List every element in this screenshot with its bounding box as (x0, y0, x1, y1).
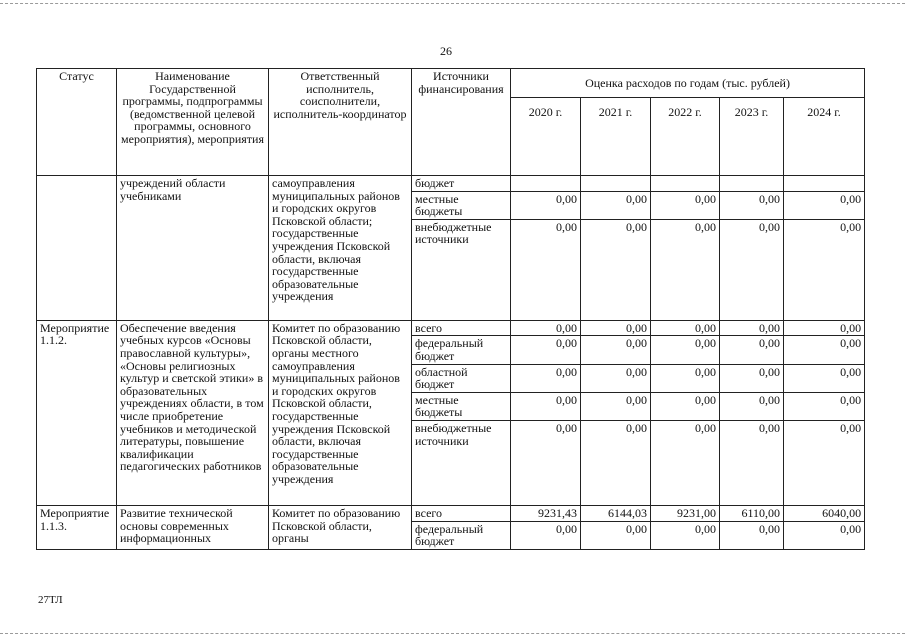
value-cell: 0,00 (581, 336, 651, 364)
footer-code: 27ТЛ (38, 594, 63, 606)
header-expenses: Оценка расходов по годам (тыс. рублей) (511, 69, 865, 98)
source-cell: всего (412, 505, 511, 521)
table-row (37, 320, 865, 336)
value-cell (651, 176, 720, 192)
value-cell (720, 176, 784, 192)
header-year: 2020 г. (511, 98, 581, 176)
value-cell (511, 176, 581, 192)
value-cell: 6144,03 (581, 505, 651, 521)
source-cell: бюджет (412, 176, 511, 192)
value-cell: 9231,00 (651, 505, 720, 521)
source-cell: всего (412, 320, 511, 336)
header-year: 2021 г. (581, 98, 651, 176)
value-cell: 6040,00 (784, 505, 865, 521)
value-cell: 0,00 (581, 219, 651, 320)
value-cell: 6110,00 (720, 505, 784, 521)
name-cell: Развитие технической основы современных информационных (117, 505, 269, 549)
budget-table (36, 68, 865, 550)
value-cell: 0,00 (720, 392, 784, 420)
header-row-1 (37, 69, 865, 98)
value-cell: 0,00 (651, 392, 720, 420)
value-cell: 0,00 (511, 392, 581, 420)
value-cell: 0,00 (784, 191, 865, 219)
page-number: 26 (440, 44, 452, 58)
status-cell: Мероприятие 1.1.3. (37, 505, 117, 549)
value-cell: 0,00 (784, 420, 865, 505)
source-cell: внебюджетные источники (412, 420, 511, 505)
source-cell: областной бюджет (412, 364, 511, 392)
table-row (37, 176, 865, 192)
value-cell: 0,00 (720, 320, 784, 336)
value-cell: 0,00 (651, 420, 720, 505)
value-cell: 0,00 (720, 191, 784, 219)
value-cell: 0,00 (511, 420, 581, 505)
executor-cell: самоуправления муниципальных районов и городских округов Псковской области; государственные учреждения Псковской области, включая государственные образовательные учреждения (269, 176, 412, 321)
value-cell: 0,00 (720, 219, 784, 320)
value-cell: 0,00 (651, 521, 720, 549)
value-cell: 0,00 (511, 191, 581, 219)
value-cell: 0,00 (511, 336, 581, 364)
value-cell (784, 176, 865, 192)
header-year: 2023 г. (720, 98, 784, 176)
value-cell: 0,00 (784, 336, 865, 364)
value-cell: 0,00 (784, 364, 865, 392)
header-sources: Источники финансирования (412, 69, 511, 176)
page-bottom-edge (0, 633, 905, 634)
status-cell: Мероприятие 1.1.2. (37, 320, 117, 505)
source-cell: местные бюджеты (412, 392, 511, 420)
value-cell: 0,00 (720, 336, 784, 364)
value-cell: 0,00 (651, 219, 720, 320)
header-status: Статус (37, 69, 117, 176)
value-cell: 0,00 (720, 420, 784, 505)
value-cell: 0,00 (720, 364, 784, 392)
value-cell: 0,00 (784, 219, 865, 320)
name-cell: Обеспечение введения учебных курсов «Основы православной культуры», «Основы религиозных культур и светской этики» в образовательных учреждениях области, в том числе приобретение учебников и методической литературы, повышение квалификации педагогических работников (117, 320, 269, 505)
value-cell: 0,00 (581, 364, 651, 392)
source-cell: федеральный бюджет (412, 521, 511, 549)
header-name: Наименование Государственной программы, подпрограммы (ведомственной целевой программы, основного мероприятия), мероприятия (117, 69, 269, 176)
page-top-edge (0, 3, 905, 4)
value-cell: 0,00 (651, 191, 720, 219)
value-cell: 0,00 (784, 521, 865, 549)
value-cell: 9231,43 (511, 505, 581, 521)
value-cell: 0,00 (511, 364, 581, 392)
value-cell: 0,00 (784, 392, 865, 420)
value-cell: 0,00 (581, 420, 651, 505)
status-cell (37, 176, 117, 321)
header-year: 2022 г. (651, 98, 720, 176)
value-cell (581, 176, 651, 192)
value-cell: 0,00 (581, 320, 651, 336)
executor-cell: Комитет по образованию Псковской области, органы (269, 505, 412, 549)
value-cell: 0,00 (651, 364, 720, 392)
source-cell: внебюджетные источники (412, 219, 511, 320)
value-cell: 0,00 (581, 521, 651, 549)
header-year: 2024 г. (784, 98, 865, 176)
value-cell: 0,00 (511, 521, 581, 549)
source-cell: местные бюджеты (412, 191, 511, 219)
value-cell: 0,00 (651, 336, 720, 364)
value-cell: 0,00 (784, 320, 865, 336)
value-cell: 0,00 (511, 320, 581, 336)
table-row (37, 505, 865, 521)
value-cell: 0,00 (581, 191, 651, 219)
value-cell: 0,00 (651, 320, 720, 336)
value-cell: 0,00 (720, 521, 784, 549)
header-executor: Ответственный исполнитель, соисполнители, исполнитель-координатор (269, 69, 412, 176)
source-cell: федеральный бюджет (412, 336, 511, 364)
name-cell: учреждений области учебниками (117, 176, 269, 321)
value-cell: 0,00 (511, 219, 581, 320)
executor-cell: Комитет по образованию Псковской области, органы местного самоуправления муниципальных районов и городских округов Псковской области, государственные учреждения Псковской области, включая государственные образовательные учреждения (269, 320, 412, 505)
value-cell: 0,00 (581, 392, 651, 420)
